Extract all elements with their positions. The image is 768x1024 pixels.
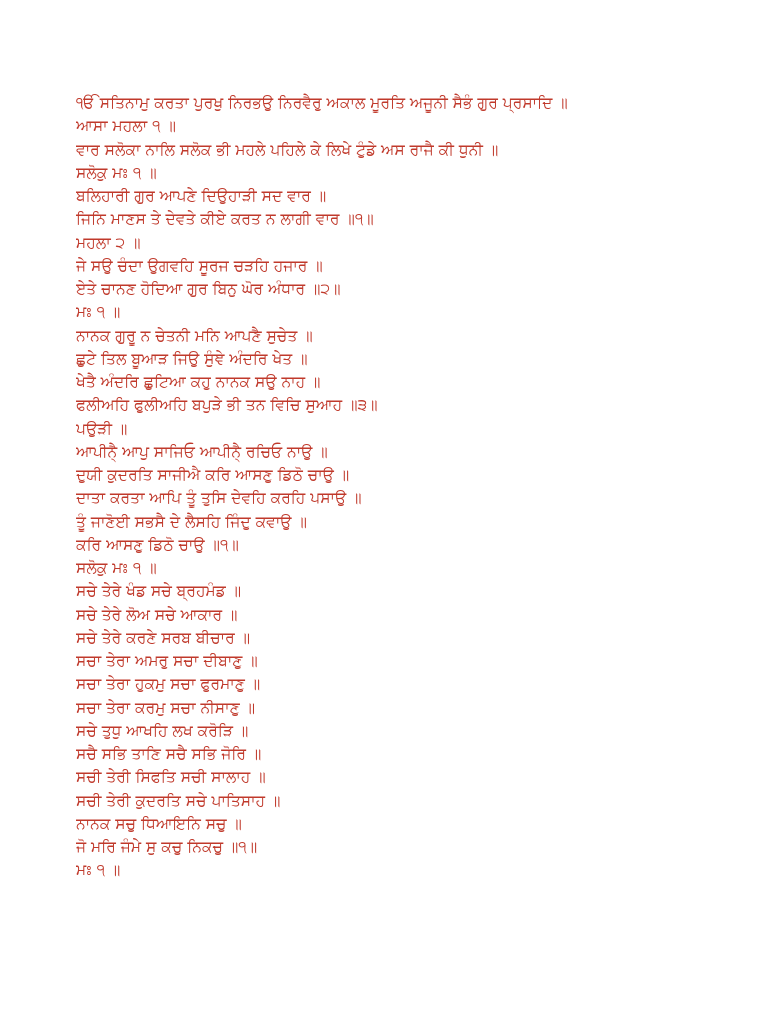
text-line: ਦੁਯੀ ਕੁਦਰਤਿ ਸਾਜੀਐ ਕਰਿ ਆਸਣੁ ਡਿਠੋ ਚਾਉ ॥ bbox=[76, 466, 350, 484]
text-line: ਸਚੇ ਤੇਰੇ ਖੰਡ ਸਚੇ ਬ੍ਰਹਮੰਡ ॥ bbox=[76, 582, 242, 601]
text-line: ਸਲੋਕੁ ਮਃ ੧ ॥ bbox=[76, 559, 157, 577]
text-line: ਸਚੀ ਤੇਰੀ ਕੁਦਰਤਿ ਸਚੇ ਪਾਤਿਸਾਹ ॥ bbox=[76, 791, 281, 810]
text-line: ਮਃ ੧ ॥ bbox=[76, 861, 121, 880]
text-line: ਸਚੇ ਤੇਰੇ ਕਰਣੇ ਸਰਬ ਬੀਚਾਰ ॥ bbox=[76, 628, 251, 647]
text-line: ਫਲੀਅਹਿ ਫੁਲੀਅਹਿ ਬਪੁੜੇ ਭੀ ਤਨ ਵਿਚਿ ਸੁਆਹ ॥੩॥ bbox=[76, 396, 378, 415]
text-line: ਸਚਾ ਤੇਰਾ ਅਮਰੁ ਸਚਾ ਦੀਬਾਣੁ ॥ bbox=[76, 652, 258, 670]
text-line: ਕਰਿ ਆਸਣੁ ਡਿਠੋ ਚਾਉ ॥੧॥ bbox=[76, 535, 239, 554]
text-line: ਸਚੈ ਸਭਿ ਤਾਣਿ ਸਚੈ ਸਭਿ ਜੋਰਿ ॥ bbox=[76, 745, 262, 763]
text-line: ਸਚੇ ਤੁਧੁ ਆਖਹਿ ਲਖ ਕਰੋੜਿ ॥ bbox=[76, 721, 249, 740]
text-line: ਪਉੜੀ ॥ bbox=[76, 419, 128, 438]
text-line: ਮਹਲਾ ੨ ॥ bbox=[76, 233, 141, 252]
text-line: ੴ ਸਤਿਨਾਮੁ ਕਰਤਾ ਪੁਰਖੁ ਨਿਰਭਉ ਨਿਰਵੈਰੁ ਅਕਾਲ ਮੂਰਤਿ ਅਜੂਨੀ ਸੈਭੰ ਗੁਰ ਪ੍ਰਸਾਦਿ ॥ bbox=[76, 94, 568, 112]
text-line: ਖੇਤੈ ਅੰਦਰਿ ਛੁਟਿਆ ਕਹੁ ਨਾਨਕ ਸਉ ਨਾਹ ॥ bbox=[76, 373, 321, 391]
text-line: ਛੁਟੇ ਤਿਲ ਬੂਆੜ ਜਿਉ ਸੁੰਞੇ ਅੰਦਰਿ ਖੇਤ ॥ bbox=[76, 349, 308, 368]
text-line: ਤੂੰ ਜਾਣੋਈ ਸਭਸੈ ਦੇ ਲੈਸਹਿ ਜਿੰਦੁ ਕਵਾਉ ॥ bbox=[76, 512, 307, 531]
text-line: ਸਚਾ ਤੇਰਾ ਕਰਮੁ ਸਚਾ ਨੀਸਾਣੁ ॥ bbox=[76, 698, 256, 717]
text-line: ਜਿਨਿ ਮਾਣਸ ਤੇ ਦੇਵਤੇ ਕੀਏ ਕਰਤ ਨ ਲਾਗੀ ਵਾਰ ॥੧॥ bbox=[76, 210, 374, 229]
text-line: ਦਾਤਾ ਕਰਤਾ ਆਪਿ ਤੂੰ ਤੁਸਿ ਦੇਵਹਿ ਕਰਹਿ ਪਸਾਉ ॥ bbox=[76, 489, 362, 508]
text-line: ਆਸਾ ਮਹਲਾ ੧ ॥ bbox=[76, 117, 176, 136]
text-line: ਏਤੇ ਚਾਨਣ ਹੋਦਿਆ ਗੁਰ ਬਿਨੁ ਘੋਰ ਅੰਧਾਰ ॥੨॥ bbox=[76, 280, 341, 298]
text-line: ਬਲਿਹਾਰੀ ਗੁਰ ਆਪਣੇ ਦਿਉਹਾੜੀ ਸਦ ਵਾਰ ॥ bbox=[76, 187, 327, 205]
text-line: ਸਚਾ ਤੇਰਾ ਹੁਕਮੁ ਸਚਾ ਫੁਰਮਾਣੁ ॥ bbox=[76, 675, 261, 694]
text-line: ਸਚੀ ਤੇਰੀ ਸਿਫਤਿ ਸਚੀ ਸਾਲਾਹ ॥ bbox=[76, 768, 266, 787]
text-line: ਜੇ ਸਉ ਚੰਦਾ ਉਗਵਹਿ ਸੂਰਜ ਚੜਹਿ ਹਜਾਰ ॥ bbox=[76, 256, 323, 275]
gurbani-text-block bbox=[76, 92, 736, 883]
text-line: ਨਾਨਕ ਗੁਰੂ ਨ ਚੇਤਨੀ ਮਨਿ ਆਪਣੈ ਸੁਚੇਤ ॥ bbox=[76, 326, 313, 345]
text-line: ਮਃ ੧ ॥ bbox=[76, 303, 121, 322]
text-line: ਸਚੇ ਤੇਰੇ ਲੋਅ ਸਚੇ ਆਕਾਰ ॥ bbox=[76, 605, 238, 624]
text-line: ਜੋ ਮਰਿ ਜੰਮੇ ਸੁ ਕਚੁ ਨਿਕਚੁ ॥੧॥ bbox=[76, 838, 258, 856]
text-line: ਵਾਰ ਸਲੋਕਾ ਨਾਲਿ ਸਲੋਕ ਭੀ ਮਹਲੇ ਪਹਿਲੇ ਕੇ ਲਿਖੇ ਟੁੰਡੇ ਅਸ ਰਾਜੈ ਕੀ ਧੁਨੀ ॥ bbox=[76, 140, 499, 159]
text-line: ਨਾਨਕ ਸਚੁ ਧਿਆਇਨਿ ਸਚੁ ॥ bbox=[76, 814, 242, 833]
text-line: ਸਲੋਕੁ ਮਃ ੧ ॥ bbox=[76, 163, 157, 182]
text-line: ਆਪੀਨੈ੍ ਆਪੁ ਸਾਜਿਓ ਆਪੀਨੈ੍ ਰਚਿਓ ਨਾਉ ॥ bbox=[76, 442, 328, 461]
